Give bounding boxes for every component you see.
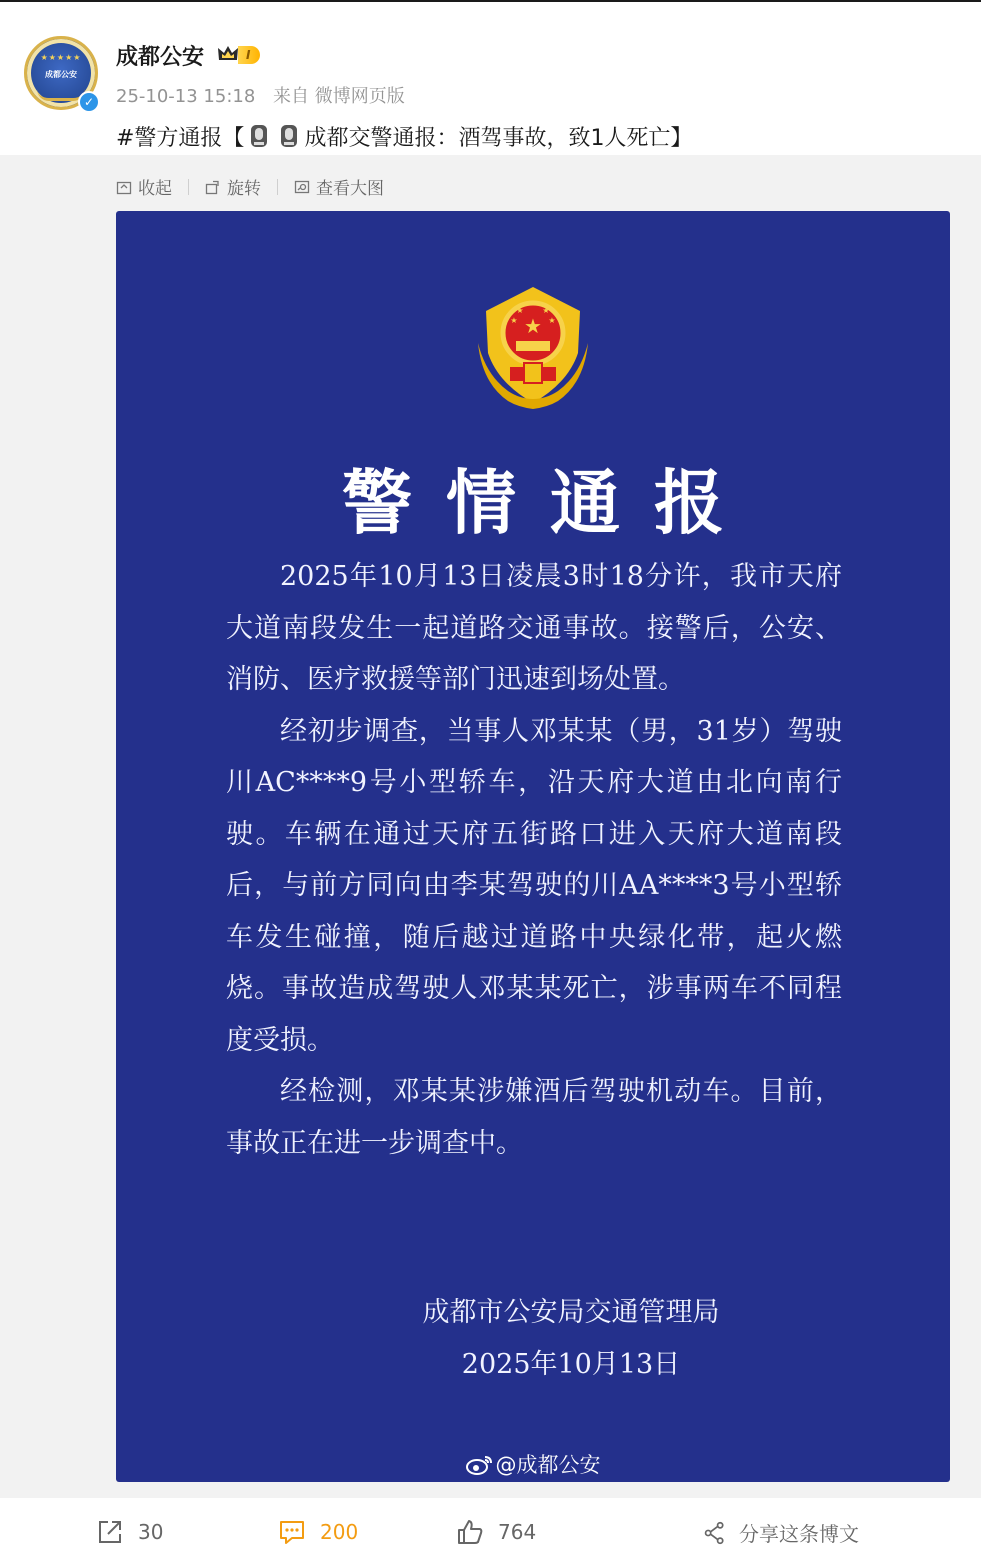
verified-badge-icon: ✓ [78,91,100,113]
post-meta [116,82,417,108]
post-time[interactable]: 25-10-13 15:18 [116,86,256,107]
police-emblem-icon [468,283,598,415]
notice-paragraph: 2025年10月13日凌晨3时18分许，我市天府大道南段发生一起道路交通事故。接警后，公安、消防、医疗救援等部门迅速到场处置。 [226,561,842,695]
notice-body [226,551,842,1169]
share-button[interactable] [703,1518,859,1547]
comment-count: 200 [320,1520,359,1544]
rotate-button[interactable] [205,174,261,199]
like-count: 764 [498,1520,537,1544]
view-large-label: 查看大图 [316,179,384,199]
share-label: 分享这条博文 [739,1522,859,1546]
repost-icon [96,1518,124,1546]
post-text-before[interactable]: #警方通报【 [116,126,245,151]
watermark-text: @成都公安 [495,1453,601,1477]
view-large-button[interactable] [294,174,384,199]
comment-icon [278,1518,306,1546]
action-bar [0,1498,981,1565]
like-button[interactable] [456,1518,536,1546]
avatar-stars-icon: ★★★★★ [40,53,82,62]
notice-paragraph: 经检测，邓某某涉嫌酒后驾驶机动车。目前，事故正在进一步调查中。 [226,1076,842,1159]
notice-date: 2025年10月13日 [461,1349,681,1380]
thumbs-up-icon [456,1518,484,1546]
vip-level-badge[interactable]: I [238,46,260,64]
rotate-label: 旋转 [227,179,261,199]
svg-text:★: ★ [510,316,518,325]
vip-crown-icon [217,44,239,64]
collapse-icon [116,179,132,195]
post-text [116,121,692,152]
microphone-icon [248,124,270,150]
repost-button[interactable] [96,1518,163,1546]
svg-text:★: ★ [548,316,556,325]
svg-text:★: ★ [516,306,524,315]
weibo-watermark [116,1449,950,1479]
notice-issuer: 成都市公安局交通管理局 [422,1297,720,1328]
image-toolbar [116,174,384,199]
microphone-icon [278,124,300,150]
notice-signature [116,1287,950,1391]
share-icon [703,1521,727,1545]
top-border [0,0,981,2]
svg-text:★: ★ [542,306,550,315]
collapse-label: 收起 [138,179,172,199]
post-source: 来自 微博网页版 [273,86,405,107]
post-text-after: 成都交警通报：酒驾事故，致1人死亡】 [304,126,693,151]
comment-button[interactable] [278,1518,358,1546]
collapse-button[interactable] [116,174,172,199]
svg-text:★: ★ [524,314,542,338]
account-name[interactable]: 成都公安 [116,45,205,70]
notice-title: 警情通报 [342,461,758,544]
repost-count: 30 [138,1520,164,1544]
notice-paragraph: 经初步调查，当事人邓某某（男，31岁）驾驶川AC****9号小型轿车，沿天府大道由北向南行驶。车辆在通过天府五街路口进入天府大道南段后，与前方同向由李某驾驶的川AA****3号小型轿车发生碰撞，随后越过道路中央绿化带，起火燃烧。事故造成驾驶人邓某某死亡，涉事两车不同程度受损。 [226,715,842,1056]
weibo-logo-icon [466,1454,494,1476]
rotate-icon [205,179,221,195]
avatar-text: 成都公安 [45,70,77,79]
notice-image[interactable] [116,211,950,1482]
toolbar-divider [277,179,278,195]
view-large-icon [294,179,310,195]
toolbar-divider [188,179,189,195]
